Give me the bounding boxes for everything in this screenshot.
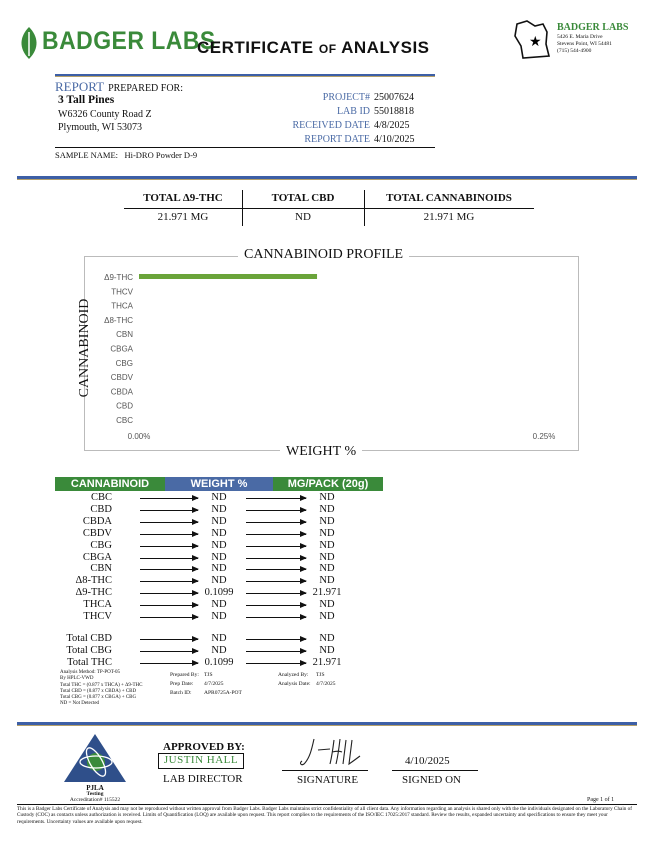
weight-value: ND (211, 539, 227, 551)
page-number: Page 1 of 1 (587, 797, 615, 803)
arrow-icon (140, 581, 198, 582)
logo-leaf-icon (18, 26, 40, 60)
footer-rule (17, 804, 637, 805)
cannabinoid-name: CBG (90, 539, 112, 551)
col-mg-header: MG/PACK (20g) (273, 477, 383, 491)
arrow-icon (140, 498, 198, 499)
arrow-icon (246, 581, 306, 582)
arrow-icon (246, 617, 306, 618)
mg-value: 21.971 (312, 587, 342, 599)
weight-value: ND (211, 503, 227, 515)
cannabinoid-name: Total CBD (66, 633, 112, 644)
weight-value: ND (211, 644, 227, 656)
approver-name: JUSTIN HALL (163, 754, 239, 766)
approver-role: LAB DIRECTOR (163, 773, 243, 785)
pjla-logo-icon (62, 732, 128, 784)
client-address-line1: W6326 County Road Z (58, 109, 152, 120)
pjla-accreditation: Accreditation# 115522 (69, 797, 121, 803)
table-row (54, 528, 384, 540)
bar (139, 274, 317, 279)
signature-image (296, 736, 362, 770)
arrow-icon (140, 651, 198, 652)
cannabinoid-name: CBN (90, 563, 112, 575)
table-row (54, 516, 384, 528)
weight-value: ND (211, 527, 227, 539)
arrow-icon (140, 558, 198, 559)
total-cbd-value: ND (295, 211, 311, 223)
signed-date-underline (392, 770, 478, 771)
arrow-icon (140, 617, 198, 618)
table-row (54, 504, 384, 516)
mg-value: ND (319, 539, 335, 551)
table-row (54, 540, 384, 552)
mg-value: ND (319, 551, 335, 563)
pjla-testing: Testing (86, 791, 104, 797)
mg-value: ND (319, 644, 335, 656)
analysis-info: Analyzed By: TJS Analysis Date: 4/7/2025 (278, 672, 336, 687)
y-tick-label: CBDV (110, 373, 133, 383)
arrow-icon (140, 663, 198, 664)
total-cannabinoids-value: 21.971 MG (423, 211, 475, 223)
wisconsin-map-icon (513, 18, 553, 62)
arrow-icon (140, 510, 198, 511)
cannabinoid-name: Δ9-THC (75, 587, 112, 599)
client-name: 3 Tall Pines (58, 94, 115, 106)
x-tick-label: 0.00% (127, 432, 151, 441)
mg-value: 21.971 (312, 656, 342, 668)
weight-value: ND (211, 575, 227, 587)
signed-date: 4/10/2025 (405, 755, 450, 767)
signature-label: SIGNATURE (297, 774, 359, 786)
method-notes: Analysis Method: TP-POT-05 By HPLC-VWD Total THC = (0.877 x THCA) + Δ9-THC Total CBD = (0.877 x CBDA) + CBD Total CBG = (0.877 x CBGA) + CBG ND = Not Detected (60, 670, 143, 707)
table-header (55, 477, 383, 491)
mg-value: ND (319, 492, 335, 503)
table-row (54, 492, 384, 504)
cannabinoid-name: THCA (83, 599, 112, 611)
client-address-line2: Plymouth, WI 53073 (58, 122, 142, 133)
table-row (54, 645, 384, 657)
footer-disclaimer: This is a Badger Labs Certificate of Analysis and may not be reproduced without written approval from Badger Labs. Badger Labs maintains strict confidentiality of all client data. Any information regarding an analysis is shared only with the the individuals designated on the Laboratory Chain of Custody (COC) as contacts unless authorization is received. Limits of Quantification (LOQ) are available upon request. This report complies to the requirements of the ISO/IEC 17025:2017 standard. Review the results, expanded uncertainty and specifications to ensure they meet your requirements. Uncertainty values are available upon request. (17, 806, 632, 825)
arrow-icon (246, 663, 306, 664)
weight-value: ND (211, 563, 227, 575)
arrow-icon (246, 510, 306, 511)
y-tick-label: CBDA (110, 387, 133, 397)
y-tick-label: THCV (111, 287, 133, 297)
corner-brand-name: BADGER LABS (557, 22, 629, 33)
arrow-icon (246, 498, 306, 499)
cannabinoid-name: CBD (90, 503, 112, 515)
totals-table (124, 190, 534, 226)
cannabinoid-name: Total CBG (66, 644, 112, 656)
total-thc-value: 21.971 MG (157, 211, 209, 223)
weight-value: ND (211, 633, 227, 644)
weight-value: 0.1099 (204, 656, 234, 668)
mg-value: ND (319, 575, 335, 587)
cannabinoid-name: Total THC (67, 656, 112, 668)
arrow-icon (246, 651, 306, 652)
mg-value: ND (319, 633, 335, 644)
arrow-icon (246, 569, 306, 570)
document-title: CERTIFICATE OF ANALYSIS (197, 38, 430, 57)
table-row (54, 575, 384, 587)
y-tick-label: Δ8-THC (104, 315, 133, 325)
arrow-icon (140, 639, 198, 640)
footer-rule-gold (17, 725, 637, 726)
table-row (54, 563, 384, 575)
corner-address-line1: 5426 E. Maria Drive (557, 34, 603, 40)
fields-underline (55, 147, 435, 148)
y-tick-label: CBG (115, 358, 133, 368)
cannabinoid-name: Δ8-THC (75, 575, 112, 587)
approved-by-label: APPROVED BY: (163, 741, 245, 753)
corner-address-line2: Stevens Point, WI 54481 (557, 41, 612, 47)
mg-value: ND (319, 563, 335, 575)
cannabinoid-name: THCV (83, 611, 112, 622)
brand-name: BADGER LABS (42, 27, 216, 55)
arrow-icon (140, 593, 198, 594)
sample-name: SAMPLE NAME: Hi-DRO Powder D-9 (55, 150, 198, 160)
weight-value: 0.1099 (204, 587, 234, 599)
arrow-icon (246, 558, 306, 559)
y-tick-label: CBN (116, 330, 133, 340)
col-cannabinoid-header: CANNABINOID (55, 477, 165, 491)
y-tick-label: CBC (116, 416, 133, 425)
total-cbd-header: TOTAL CBD (271, 192, 335, 204)
cannabinoid-name: CBDA (82, 515, 112, 527)
mg-value: ND (319, 599, 335, 611)
cannabinoid-name: CBGA (82, 551, 112, 563)
signed-on-label: SIGNED ON (402, 774, 461, 786)
total-thc-header: TOTAL Δ9-THC (143, 192, 223, 204)
chart-x-label: WEIGHT % (280, 444, 362, 460)
header-rule-gold (55, 76, 435, 77)
arrow-icon (140, 534, 198, 535)
mg-value: ND (319, 527, 335, 539)
mg-value: ND (319, 515, 335, 527)
table-row (54, 599, 384, 611)
arrow-icon (140, 522, 198, 523)
col-weight-header: WEIGHT % (165, 477, 273, 491)
y-tick-label: THCA (111, 301, 133, 311)
y-tick-label: Δ9-THC (104, 273, 133, 282)
weight-value: ND (211, 551, 227, 563)
arrow-icon (246, 546, 306, 547)
cannabinoid-name: CBC (90, 492, 112, 503)
weight-value: ND (211, 492, 227, 503)
mg-value: ND (319, 611, 335, 622)
table-row (54, 657, 384, 669)
pjla-label: PJLA (86, 784, 104, 792)
arrow-icon (140, 569, 198, 570)
chart-title: CANNABINOID PROFILE (238, 247, 409, 263)
mg-value: ND (319, 503, 335, 515)
table-row (54, 587, 384, 599)
arrow-icon (246, 593, 306, 594)
weight-value: ND (211, 515, 227, 527)
y-tick-label: CBGA (110, 344, 133, 354)
corner-phone: (715) 544-4900 (557, 48, 592, 54)
table-row (54, 611, 384, 623)
arrow-icon (246, 522, 306, 523)
report-fields: PROJECT# 25007624 LAB ID 55018818 RECEIVED DATE 4/8/2025 REPORT DATE 4/10/2025 (292, 92, 415, 145)
arrow-icon (246, 534, 306, 535)
weight-value: ND (211, 611, 227, 622)
arrow-icon (140, 605, 198, 606)
section-rule-gold (17, 179, 637, 180)
table-row (54, 552, 384, 564)
weight-value: ND (211, 599, 227, 611)
total-cannabinoids-header: TOTAL CANNABINOIDS (386, 192, 512, 204)
arrow-icon (246, 639, 306, 640)
y-tick-label: CBD (116, 401, 133, 411)
arrow-icon (246, 605, 306, 606)
report-prepared-for: REPORT PREPARED FOR: (55, 79, 183, 94)
prep-info: Prepared By: TJS Prep Date: 4/7/2025 Batch ID: APR0725A-POT (170, 672, 242, 696)
arrow-icon (140, 546, 198, 547)
cannabinoid-name: CBDV (82, 527, 112, 539)
svg-text:★: ★ (529, 34, 542, 50)
cannabinoid-profile-chart (84, 256, 579, 451)
table-row (54, 633, 384, 645)
x-tick-label: 0.25% (532, 432, 556, 441)
signature-underline (282, 770, 368, 771)
chart-y-label: CANNABINOID (77, 298, 92, 398)
